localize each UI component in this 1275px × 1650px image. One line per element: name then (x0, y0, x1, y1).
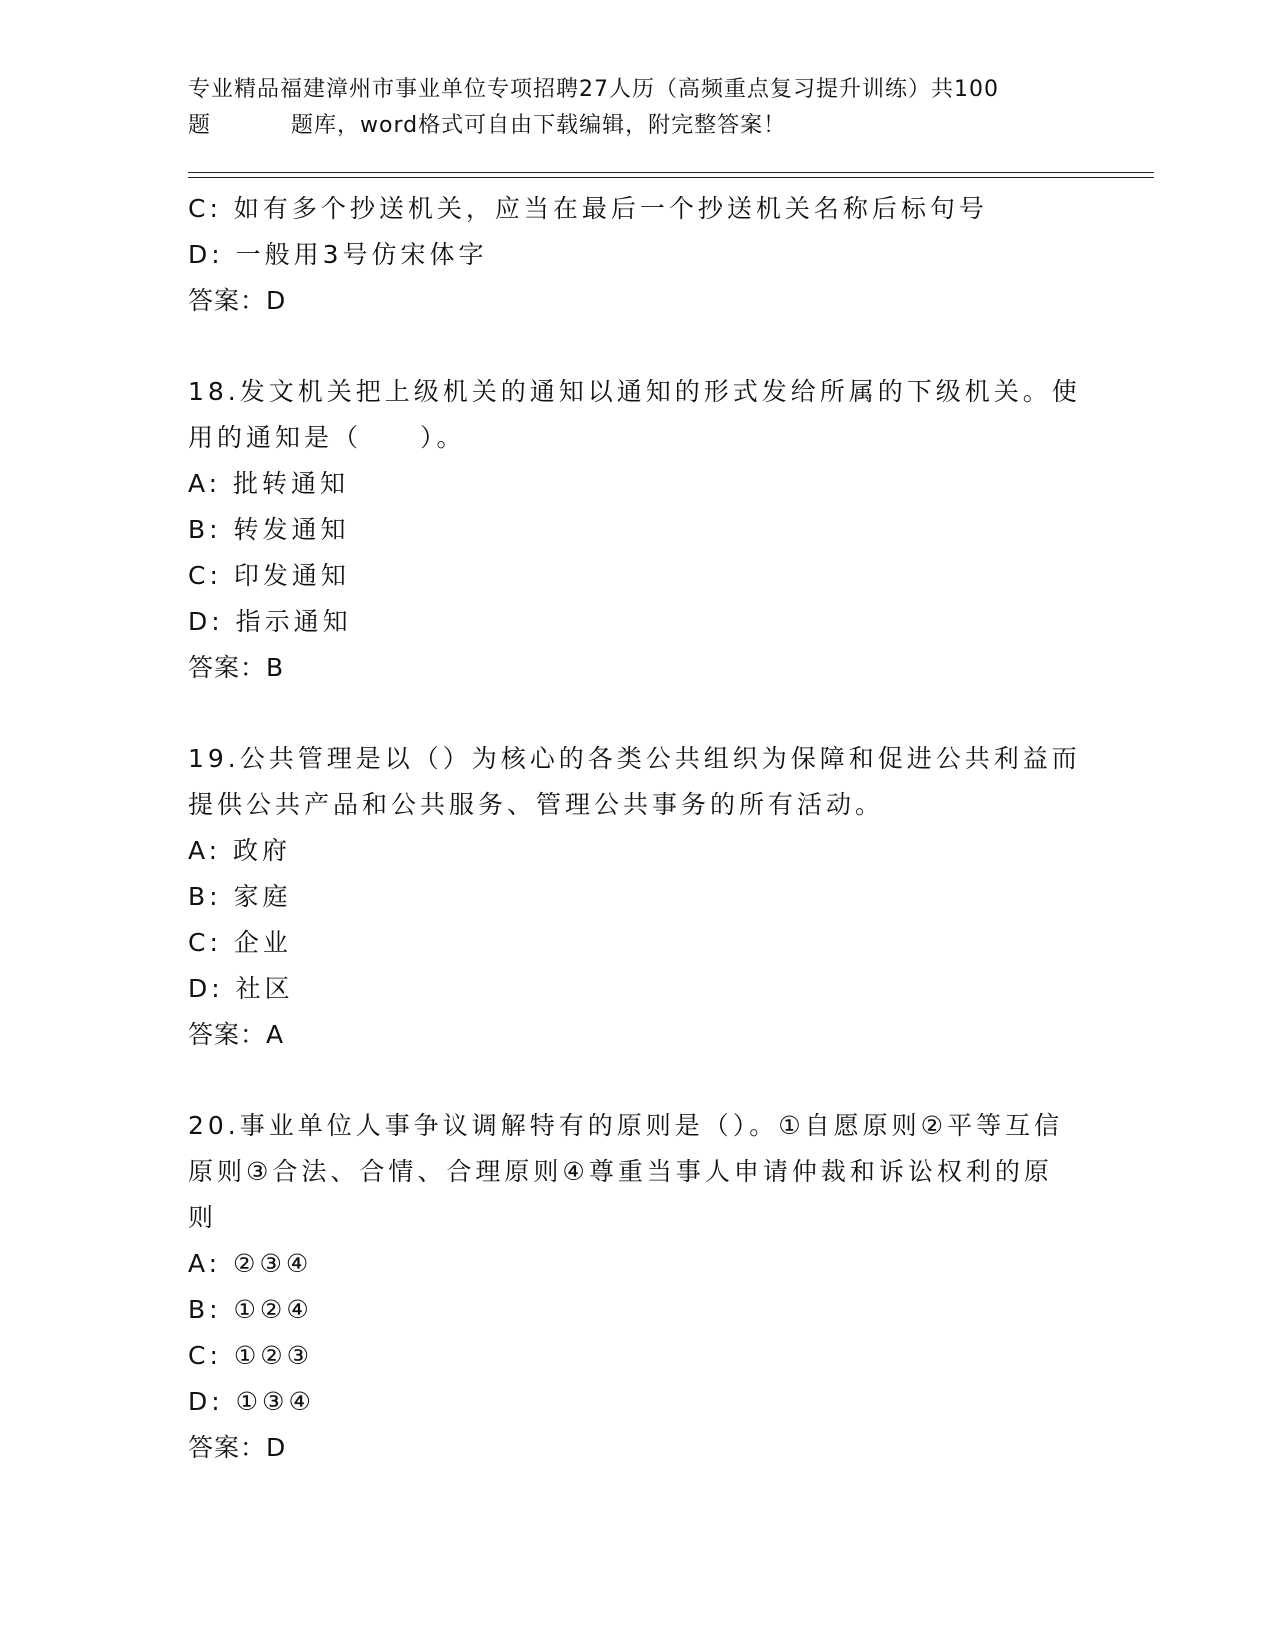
option-c: C: 印发通知 (188, 561, 350, 590)
option-b: B: 家庭 (188, 882, 292, 911)
header-line-2-start: 题 (188, 113, 212, 138)
option-a: A: 政府 (188, 836, 292, 865)
header-line-1: 专业精品福建漳州市事业单位专项招聘27人历（高频重点复习提升训练）共100 (188, 77, 999, 102)
answer: 答案：A (188, 1020, 285, 1049)
option-a: A: ②③④ (188, 1249, 313, 1278)
answer: 答案：B (188, 653, 285, 682)
question-text-line: 则 (188, 1203, 218, 1232)
option-b: B: 转发通知 (188, 515, 350, 544)
option-d: D: ①③④ (188, 1387, 315, 1416)
answer: 答案：D (188, 286, 287, 315)
option-d: D: 社区 (188, 974, 294, 1003)
continued-question (188, 186, 1088, 324)
question-text-line: 20.事业单位人事争议调解特有的原则是（）。①自愿原则②平等互信 (188, 1111, 1064, 1140)
option-c: C: 如有多个抄送机关，应当在最后一个抄送机关名称后标句号 (188, 194, 988, 223)
question-text-line: 19.公共管理是以（）为核心的各类公共组织为保障和促进公共利益而 (188, 744, 1081, 773)
question-text-line: 18.发文机关把上级机关的通知以通知的形式发给所属的下级机关。使 (188, 377, 1081, 406)
answer: 答案：D (188, 1433, 287, 1462)
header-rule-bottom (188, 177, 1154, 178)
header-line-2-end: 题库，word格式可自由下载编辑，附完整答案！ (291, 113, 787, 138)
question-text-line: 原则③合法、合情、合理原则④尊重当事人申请仲裁和诉讼权利的原 (188, 1157, 1053, 1186)
option-a: A: 批转通知 (188, 469, 350, 498)
option-c: C: 企业 (188, 928, 292, 957)
question-19 (188, 736, 1088, 1058)
option-d: D: 一般用3号仿宋体字 (188, 240, 488, 269)
question-20 (188, 1103, 1088, 1471)
option-b: B: ①②④ (188, 1295, 313, 1324)
question-text-line: 提供公共产品和公共服务、管理公共事务的所有活动。 (188, 790, 885, 819)
header-rule-top (188, 172, 1154, 173)
document-body (188, 186, 1088, 1471)
option-c: C: ①②③ (188, 1341, 314, 1370)
document-header (188, 72, 1088, 144)
question-text-line: 用的通知是（ ）。 (188, 423, 466, 452)
option-d: D: 指示通知 (188, 607, 352, 636)
question-18 (188, 369, 1088, 691)
header-line-2 (188, 108, 1088, 144)
